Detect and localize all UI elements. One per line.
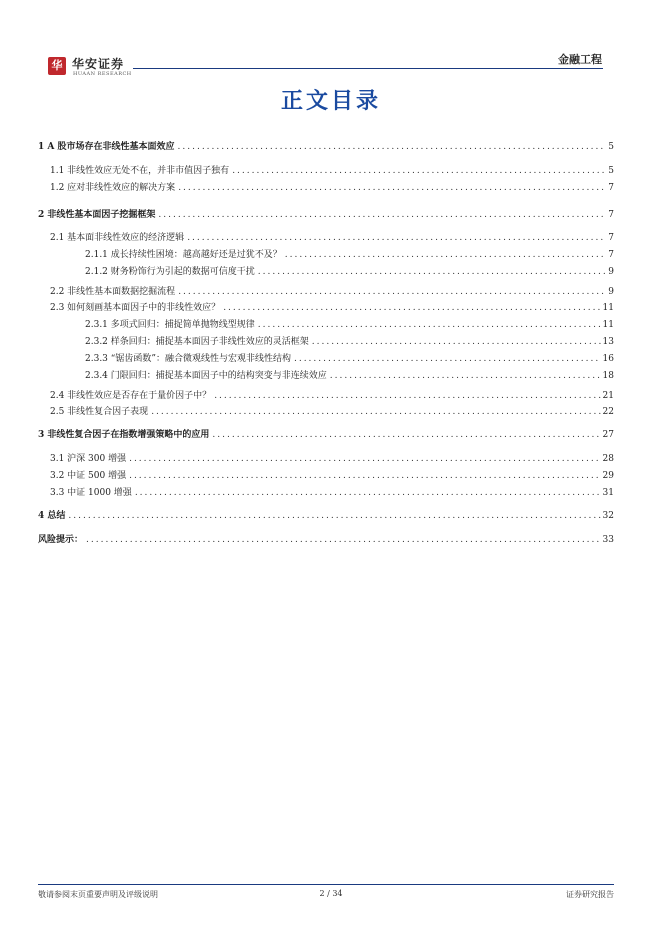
- toc-entry-page: 13: [602, 337, 614, 347]
- toc-entry-label: 2 非线性基本面因子挖掘框架: [38, 210, 156, 220]
- toc-entry[interactable]: [85, 248, 614, 262]
- toc-entry-label: 3 非线性复合因子在指数增强策略中的应用: [38, 430, 210, 440]
- toc-entry-page: 11: [602, 320, 614, 330]
- toc-entry-page: 18: [602, 371, 614, 381]
- toc-entry[interactable]: [85, 335, 614, 349]
- toc-leader-dots: [258, 318, 601, 332]
- toc-entry-label: 2.3 如何刻画基本面因子中的非线性效应？: [50, 303, 221, 313]
- toc-entry-page: 32: [602, 511, 614, 521]
- toc-entry-page: 28: [602, 454, 614, 464]
- toc-entry-page: 9: [608, 287, 614, 297]
- toc-entry-label: 2.1 基本面非线性效应的经济逻辑: [50, 233, 185, 243]
- toc-entry[interactable]: [50, 405, 614, 419]
- toc-entry-page: 33: [602, 535, 614, 545]
- toc-entry-label: 2.3.1 多项式回归：捕捉简单抛物线型规律: [85, 320, 255, 330]
- toc-leader-dots: [129, 469, 600, 483]
- toc-entry[interactable]: [50, 164, 614, 178]
- toc-entry-label: 2.3.3 “锯齿函数”：融合微观线性与宏观非线性结构: [85, 354, 291, 364]
- toc-entry[interactable]: [85, 369, 614, 383]
- toc-entry[interactable]: [38, 509, 614, 523]
- footer-divider: [38, 884, 614, 885]
- footer-disclaimer: 敬请参阅末页重要声明及评级说明: [38, 890, 158, 899]
- toc-leader-dots: [158, 208, 606, 222]
- toc-leader-dots: [178, 140, 607, 154]
- toc-entry-label: 3.1 沪深 300 增强: [50, 454, 127, 464]
- toc-entry[interactable]: [50, 231, 614, 245]
- toc-entry-page: 7: [608, 250, 614, 260]
- toc-entry-label: 2.2 非线性基本面数据挖掘流程: [50, 287, 176, 297]
- toc-leader-dots: [223, 301, 600, 315]
- page-header: [0, 0, 662, 80]
- footer-report-type: 证券研究报告: [566, 890, 614, 899]
- page-title: 正文目录: [280, 88, 381, 114]
- toc-entry-label: 2.3.2 样条回归：捕捉基本面因子非线性效应的灵活框架: [85, 337, 309, 347]
- toc-entry[interactable]: [50, 285, 614, 299]
- toc-leader-dots: [214, 389, 600, 403]
- toc-entry[interactable]: [85, 318, 614, 332]
- toc-entry-label: 3.2 中证 500 增强: [50, 471, 127, 481]
- toc-entry-page: 7: [608, 183, 614, 193]
- toc-leader-dots: [86, 533, 601, 547]
- toc-entry-page: 11: [602, 303, 614, 313]
- toc-entry-page: 29: [602, 471, 614, 481]
- company-logo-name: 华安证券: [72, 57, 125, 71]
- toc-entry-page: 16: [602, 354, 614, 364]
- toc-leader-dots: [178, 285, 606, 299]
- toc-leader-dots: [312, 335, 601, 349]
- toc-leader-dots: [258, 265, 607, 279]
- toc-entry-page: 7: [608, 233, 614, 243]
- toc-leader-dots: [135, 486, 601, 500]
- toc-leader-dots: [129, 452, 600, 466]
- toc-entry[interactable]: [38, 208, 614, 222]
- toc-entry-label: 2.3.4 门限回归：捕捉基本面因子中的结构突变与非连续效应: [85, 371, 327, 381]
- header-divider: [133, 68, 603, 69]
- toc-entry[interactable]: [50, 181, 614, 195]
- toc-entry[interactable]: [50, 469, 614, 483]
- toc-leader-dots: [68, 509, 600, 523]
- toc-leader-dots: [330, 369, 601, 383]
- toc-entry-label: 1.2 应对非线性效应的解决方案: [50, 183, 176, 193]
- toc-leader-dots: [285, 248, 607, 262]
- toc-entry-page: 5: [608, 166, 614, 176]
- toc-entry[interactable]: [38, 428, 614, 442]
- toc-leader-dots: [212, 428, 600, 442]
- toc-entry-label: 3.3 中证 1000 增强: [50, 488, 132, 498]
- toc-entry-label: 2.1.1 成长持续性困境：越高越好还是过犹不及？: [85, 250, 282, 260]
- toc-entry[interactable]: [85, 265, 614, 279]
- toc-entry[interactable]: [38, 533, 614, 547]
- toc-entry-page: 7: [608, 210, 614, 220]
- footer-page-number: 2 / 34: [319, 889, 343, 898]
- toc-entry[interactable]: [50, 301, 614, 315]
- company-logo-english: HUAAN RESEARCH: [73, 71, 132, 77]
- toc-entry[interactable]: [85, 352, 614, 366]
- toc-entry-label: 2.5 非线性复合因子表现: [50, 407, 149, 417]
- toc-entry-page: 5: [608, 142, 614, 152]
- toc-entry-label: 1.1 非线性效应无处不在，并非市值因子独有: [50, 166, 230, 176]
- toc-entry-page: 27: [602, 430, 614, 440]
- toc-entry[interactable]: [38, 140, 614, 154]
- toc-entry-page: 21: [602, 391, 614, 401]
- toc-entry-label: 4 总结: [38, 511, 66, 521]
- company-logo-seal: 华: [48, 57, 66, 75]
- toc-entry-label: 2.4 非线性效应是否存在于量价因子中？: [50, 391, 212, 401]
- toc-entry-label: 风险提示：: [38, 535, 84, 545]
- toc-entry[interactable]: [50, 486, 614, 500]
- department-label: 金融工程: [558, 53, 602, 66]
- toc-leader-dots: [187, 231, 606, 245]
- toc-entry-page: 31: [602, 488, 614, 498]
- toc-entry-label: 2.1.2 财务粉饰行为引起的数据可信度干扰: [85, 267, 255, 277]
- toc-leader-dots: [232, 164, 606, 178]
- toc-entry[interactable]: [50, 452, 614, 466]
- toc-leader-dots: [151, 405, 600, 419]
- toc-leader-dots: [294, 352, 601, 366]
- toc-entry[interactable]: [50, 389, 614, 403]
- toc-entry-page: 22: [602, 407, 614, 417]
- toc-entry-page: 9: [608, 267, 614, 277]
- toc-entry-label: 1 A 股市场存在非线性基本面效应: [38, 142, 175, 152]
- toc-leader-dots: [178, 181, 606, 195]
